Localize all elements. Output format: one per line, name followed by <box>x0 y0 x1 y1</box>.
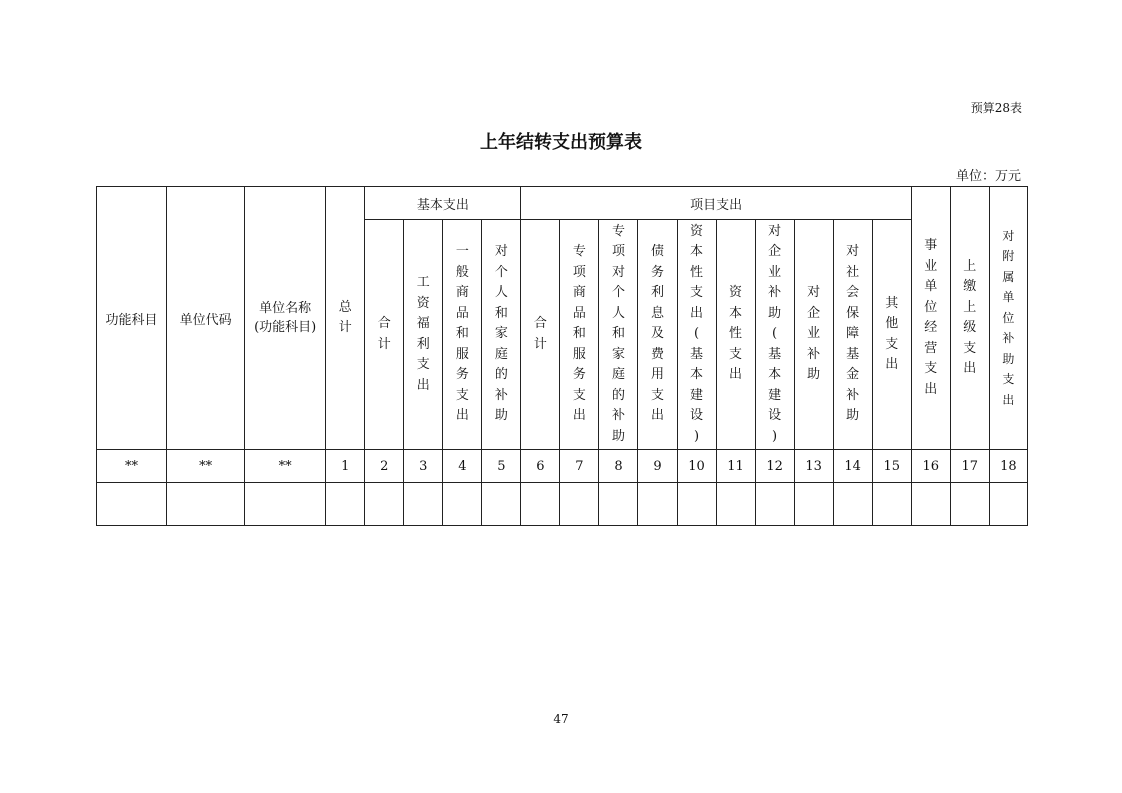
header-char: 和 <box>572 326 586 342</box>
header-char: 和 <box>611 326 625 342</box>
header-char: 建 <box>690 387 704 403</box>
header-char: 单 <box>924 279 938 294</box>
header-project-col <box>677 220 716 450</box>
number-cell: 13 <box>794 450 833 483</box>
header-char: 会 <box>846 285 860 301</box>
header-char: 补 <box>807 346 821 362</box>
empty-cell <box>521 483 560 526</box>
header-function-subject: 功能科目 <box>97 187 167 450</box>
number-cell: 17 <box>950 450 989 483</box>
header-char: ) <box>772 428 778 444</box>
header-char: 家 <box>611 346 625 362</box>
header-char: 资 <box>416 295 430 311</box>
budget-table <box>96 186 1028 526</box>
number-cell: 16 <box>911 450 950 483</box>
header-char: 性 <box>729 326 743 342</box>
header-char: 支 <box>1002 372 1015 387</box>
header-char: 助 <box>846 408 860 424</box>
header-char: 位 <box>924 299 938 315</box>
header-project-col <box>794 220 833 450</box>
number-cell: 7 <box>560 450 599 483</box>
header-char: 支 <box>690 285 704 301</box>
empty-cell <box>245 483 326 526</box>
number-cell: 3 <box>404 450 443 483</box>
header-char: 总 <box>338 299 352 315</box>
header-char: 庭 <box>611 367 625 383</box>
header-char: 其 <box>885 295 899 311</box>
header-char: 对 <box>494 244 508 260</box>
header-char: 利 <box>416 336 430 352</box>
number-cell: ** <box>167 450 245 483</box>
header-char: 费 <box>650 346 664 362</box>
header-project-col <box>599 220 638 450</box>
header-char: 计 <box>533 336 547 352</box>
header-char: 计 <box>338 320 352 335</box>
header-char: 的 <box>611 387 625 403</box>
empty-cell <box>716 483 755 526</box>
header-char: 性 <box>690 264 704 280</box>
page-title: 上年结转支出预算表 <box>480 132 642 153</box>
header-char: 补 <box>494 387 508 403</box>
empty-cell <box>167 483 245 526</box>
number-cell: 8 <box>599 450 638 483</box>
header-char: 出 <box>455 408 469 424</box>
empty-cell <box>404 483 443 526</box>
header-char: 出 <box>690 305 704 321</box>
header-char: 出 <box>416 377 430 393</box>
number-cell: ** <box>97 450 167 483</box>
empty-data-row <box>97 483 1028 526</box>
header-basic-col <box>443 220 482 450</box>
header-char: 息 <box>650 305 664 321</box>
header-basic-col <box>404 220 443 450</box>
header-unit-name-sub: (功能科目) <box>254 320 317 335</box>
header-char: 属 <box>1002 269 1015 284</box>
header-char: 支 <box>924 361 938 376</box>
header-char: 支 <box>650 387 664 403</box>
header-unit-name-text: 单位名称 <box>259 301 312 316</box>
header-char: 业 <box>768 264 782 280</box>
header-char: 本 <box>729 305 743 321</box>
number-row <box>97 450 1028 483</box>
header-char: 支 <box>729 346 743 362</box>
header-char: 庭 <box>494 346 508 362</box>
header-char: 项 <box>611 244 625 260</box>
header-char: 补 <box>846 387 860 403</box>
header-project-col <box>833 220 872 450</box>
header-char: 服 <box>572 346 586 362</box>
header-char: 人 <box>611 305 625 321</box>
header-char: 福 <box>416 316 430 331</box>
header-char: 保 <box>846 305 860 321</box>
header-char: 对 <box>1002 228 1015 243</box>
empty-cell <box>872 483 911 526</box>
header-char: 和 <box>494 305 508 321</box>
header-char: 助 <box>611 428 625 444</box>
unit-label: 单位：万元 <box>955 169 1021 184</box>
empty-cell <box>482 483 521 526</box>
header-char: 品 <box>455 305 469 321</box>
header-char: 合 <box>377 316 391 331</box>
header-char: 附 <box>1002 249 1015 264</box>
header-char: 社 <box>846 264 860 280</box>
header-char: 服 <box>455 346 469 362</box>
empty-cell <box>989 483 1027 526</box>
header-char: 位 <box>1002 310 1015 325</box>
empty-cell <box>599 483 638 526</box>
header-char: 助 <box>807 367 821 383</box>
header-char: 基 <box>768 346 782 362</box>
header-char: 本 <box>690 367 704 383</box>
header-char: 务 <box>572 367 586 383</box>
empty-cell <box>794 483 833 526</box>
header-char: 家 <box>494 326 508 342</box>
header-char: 计 <box>377 336 391 352</box>
header-char: ( <box>772 326 778 342</box>
header-char: 及 <box>650 326 664 342</box>
empty-cell <box>755 483 794 526</box>
header-total <box>326 187 365 450</box>
empty-cell <box>638 483 677 526</box>
page-number: 47 <box>553 712 569 726</box>
header-char: 助 <box>494 408 508 424</box>
header-char: 上 <box>963 299 977 315</box>
header-char: 出 <box>650 408 664 424</box>
header-char: 和 <box>455 326 469 342</box>
table-id-label: 预算28表 <box>970 101 1022 115</box>
header-char: 补 <box>1002 331 1015 346</box>
header-char: 出 <box>572 408 586 424</box>
header-char: 营 <box>924 340 938 356</box>
header-char: 障 <box>846 326 860 342</box>
header-char: 专 <box>611 223 625 239</box>
header-char: ) <box>693 428 700 444</box>
header-char: 个 <box>494 264 508 280</box>
header-char: 商 <box>455 285 469 301</box>
number-cell: 10 <box>677 450 716 483</box>
empty-cell <box>911 483 950 526</box>
header-char: 基 <box>690 346 704 362</box>
header-unit-name <box>245 187 326 450</box>
header-char: 个 <box>611 285 625 301</box>
header-char: 用 <box>650 367 664 383</box>
empty-cell <box>833 483 872 526</box>
header-char: 工 <box>416 275 430 290</box>
header-char: 支 <box>416 357 430 372</box>
header-char: 事 <box>924 238 938 253</box>
header-char: 级 <box>963 320 977 335</box>
header-char: 基 <box>846 346 860 362</box>
number-cell: 11 <box>716 450 755 483</box>
header-basic-group: 基本支出 <box>365 187 521 220</box>
number-cell: 2 <box>365 450 404 483</box>
header-char: 补 <box>768 285 782 301</box>
empty-cell <box>560 483 599 526</box>
header-char: 业 <box>924 258 938 274</box>
header-char: 上 <box>963 258 977 274</box>
header-project-col <box>560 220 599 450</box>
header-char: 支 <box>963 340 977 356</box>
header-char: 补 <box>611 408 625 424</box>
header-char: 项 <box>572 264 586 280</box>
header-char: 本 <box>768 367 782 383</box>
header-char: 他 <box>885 316 899 331</box>
number-cell: 1 <box>326 450 365 483</box>
header-char: 助 <box>768 305 782 321</box>
header-upper-payment <box>950 187 989 450</box>
empty-cell <box>950 483 989 526</box>
header-char: 企 <box>768 244 782 260</box>
header-char: 出 <box>1002 392 1015 407</box>
number-cell: 6 <box>521 450 560 483</box>
header-char: 缴 <box>963 279 977 294</box>
header-char: 出 <box>924 381 938 397</box>
header-project-group: 项目支出 <box>521 187 911 220</box>
header-char: 资 <box>729 285 743 301</box>
header-char: 支 <box>572 387 586 403</box>
header-project-col <box>521 220 560 450</box>
header-char: 出 <box>963 361 977 376</box>
header-char: 业 <box>807 326 821 342</box>
header-char: 对 <box>807 285 821 301</box>
header-char: 资 <box>690 223 704 239</box>
header-project-col <box>716 220 755 450</box>
number-cell: 12 <box>755 450 794 483</box>
header-char: 专 <box>572 244 586 260</box>
number-cell: 5 <box>482 450 521 483</box>
header-char: 出 <box>885 357 899 372</box>
number-cell: 15 <box>872 450 911 483</box>
number-cell: 18 <box>989 450 1027 483</box>
header-char: 设 <box>690 408 704 424</box>
empty-cell <box>443 483 482 526</box>
header-project-col <box>872 220 911 450</box>
header-char: 本 <box>690 244 704 260</box>
header-char: 品 <box>572 305 586 321</box>
header-char: 的 <box>494 367 508 383</box>
header-char: 支 <box>885 336 899 352</box>
header-project-col <box>755 220 794 450</box>
header-char: 债 <box>650 244 664 260</box>
header-char: 助 <box>1002 351 1015 366</box>
header-business-expense <box>911 187 950 450</box>
empty-cell <box>677 483 716 526</box>
header-char: 商 <box>572 285 586 301</box>
header-char: 企 <box>807 305 821 321</box>
header-char: 设 <box>768 408 782 424</box>
header-char: 对 <box>846 244 860 260</box>
header-subsidiary-subsidy <box>989 187 1027 450</box>
header-char: 对 <box>611 264 625 280</box>
empty-cell <box>97 483 167 526</box>
header-project-col <box>638 220 677 450</box>
header-char: 务 <box>455 367 469 383</box>
header-char: 建 <box>768 387 782 403</box>
number-cell: ** <box>245 450 326 483</box>
empty-cell <box>365 483 404 526</box>
header-basic-col <box>482 220 521 450</box>
header-char: 人 <box>494 285 508 301</box>
header-char: ( <box>693 326 700 342</box>
number-cell: 9 <box>638 450 677 483</box>
header-unit-code: 单位代码 <box>167 187 245 450</box>
header-char: 一 <box>455 244 469 260</box>
number-cell: 14 <box>833 450 872 483</box>
header-char: 支 <box>455 387 469 403</box>
header-char: 单 <box>1002 290 1015 305</box>
header-char: 出 <box>729 367 743 383</box>
number-cell: 4 <box>443 450 482 483</box>
header-char: 合 <box>533 316 547 331</box>
header-char: 利 <box>650 285 664 301</box>
header-char: 对 <box>768 223 782 239</box>
header-char: 务 <box>650 264 664 280</box>
header-char: 金 <box>846 367 860 383</box>
header-basic-col <box>365 220 404 450</box>
header-char: 经 <box>924 320 938 335</box>
empty-cell <box>326 483 365 526</box>
header-char: 般 <box>455 264 469 280</box>
